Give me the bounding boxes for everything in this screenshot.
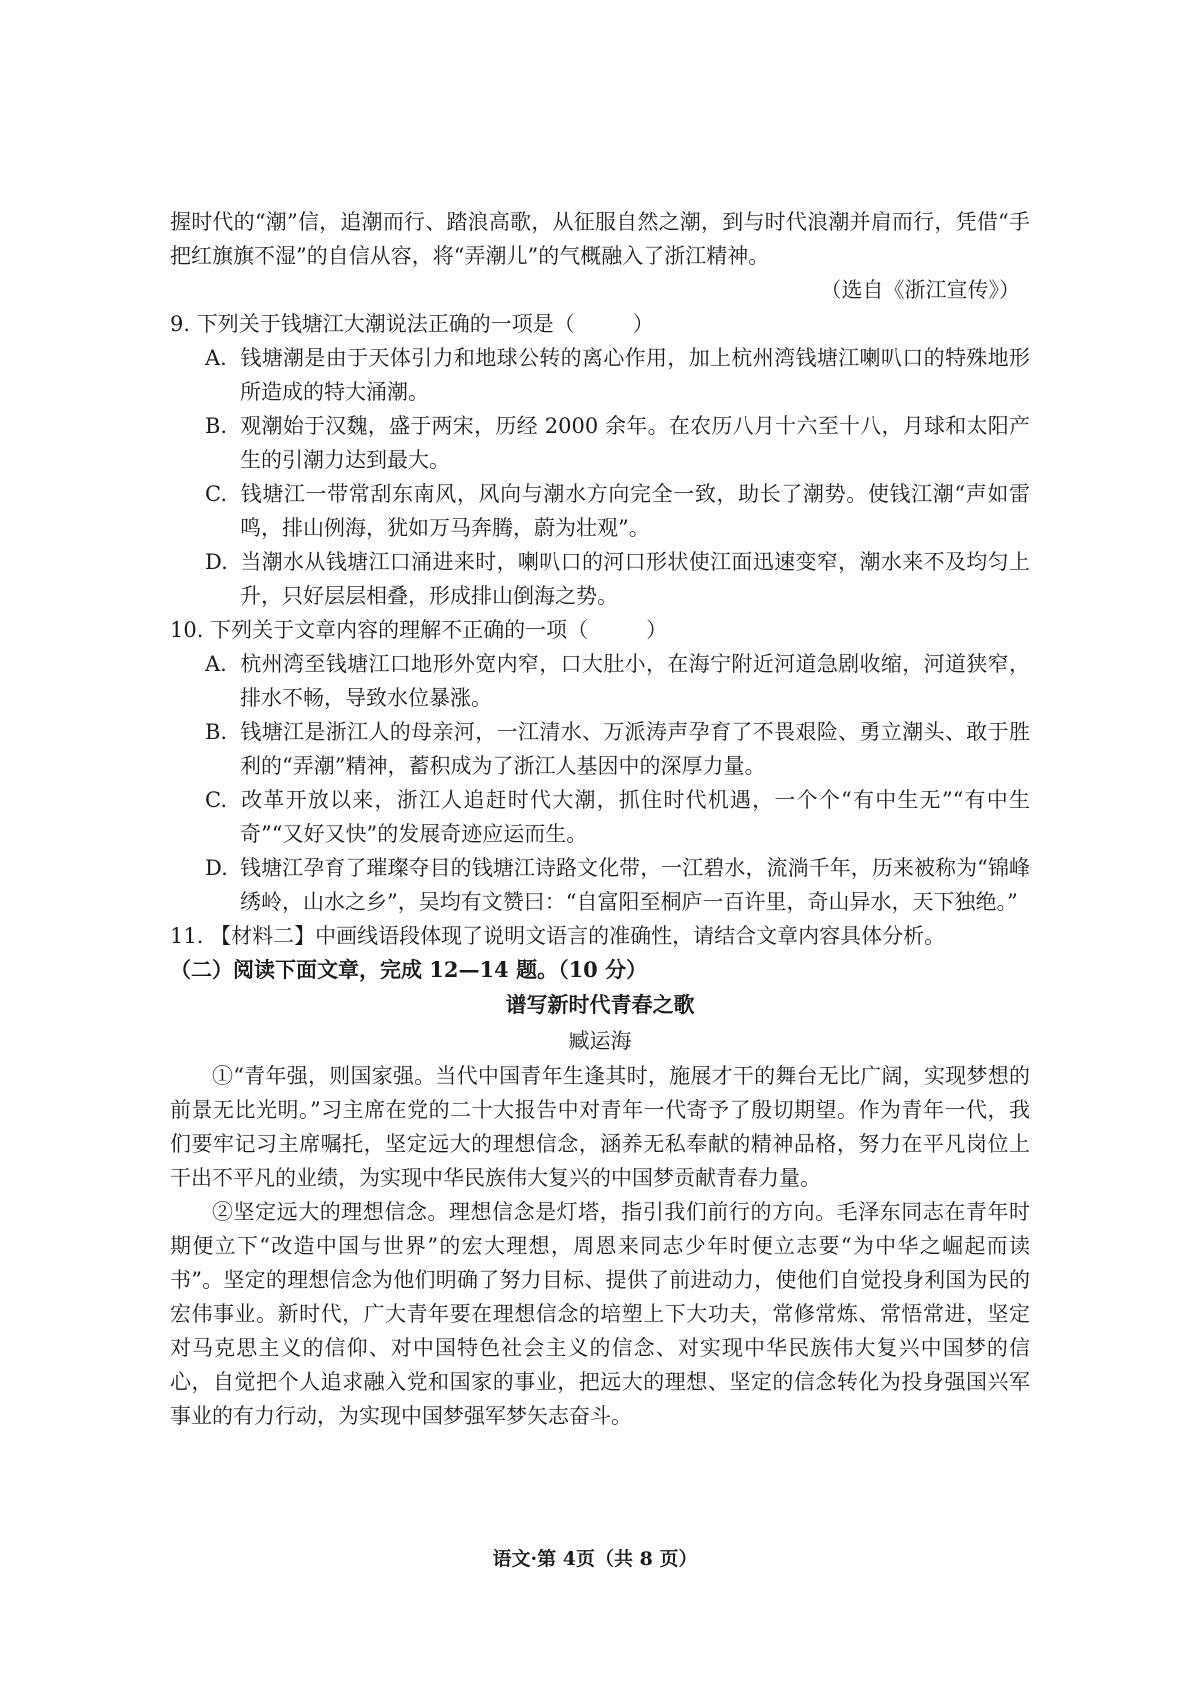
article-paragraph-1: ①“青年强，则国家强。当代中国青年生逢其时，施展才干的舞台无比广阔，实现梦想的前景无比光明。”习主席在党的二十大报告中对青年一代寄予了殷切期望。作为青年一代，我们要牢记习主席嘱托，坚定远大的理想信念，涵养无私奉献的精神品格，努力在平凡岗位上干出不平凡的业绩，为实现中华民族伟大复兴的中国梦贡献青春力量。 [170, 1064, 1030, 1190]
section-heading: （二）阅读下面文章，完成 12—14 题。（10 分） [170, 957, 648, 982]
option-10-c: C. 改革开放以来，浙江人追赶时代大潮，抓住时代机遇，一个个“有中生无”“有中生奇”“又好又快”的发展奇迹应运而生。 [205, 788, 1030, 846]
source-citation: （选自《浙江宣传》） [820, 278, 1020, 302]
article-paragraph-2: ②坚定远大的理想信念。理想信念是灯塔，指引我们前行的方向。毛泽东同志在青年时期便立下“改造中国与世界”的宏大理想，周恩来同志少年时便立志要“为中华之崛起而读书”。坚定的理想信念为他们明确了努力目标、提供了前进动力，使他们自觉投身利国为民的宏伟事业。新时代，广大青年要在理想信念的培塑上下大功夫，常修常炼、常悟常进，坚定对马克思主义的信仰、对中国特色社会主义的信念、对实现中华民族伟大复兴中国梦的信心，自觉把个人追求融入党和国家的事业，把远大的理想、坚定的信念转化为投身强国兴军事业的有力行动，为实现中国梦强军梦矢志奋斗。 [170, 1200, 1030, 1428]
page-footer: 语文·第 4页（共 8 页） [492, 1548, 698, 1570]
option-10-a: A. 杭州湾至钱塘江口地形外宽内窄，口大肚小，在海宁附近河道急剧收缩，河道狭窄，排水不畅，导致水位暴涨。 [205, 652, 1030, 710]
option-9-d: D. 当潮水从钱塘江口涌进来时，喇叭口的河口形状使江面迅速变窄，潮水来不及均匀上升，只好层层相叠，形成排山倒海之势。 [205, 550, 1030, 608]
option-9-a: A. 钱塘潮是由于天体引力和地球公转的离心作用，加上杭州湾钱塘江喇叭口的特殊地形所造成的特大涌潮。 [205, 346, 1030, 404]
question-stem: 下列关于文章内容的理解不正确的一项（ [210, 618, 589, 642]
option-10-d: D. 钱塘江孕育了璀璨夺目的钱塘江诗路文化带，一江碧水，流淌千年，历来被称为“锦峰绣岭，山水之乡”，吴均有文赞曰：“自富阳至桐庐一百许里，奇山异水，天下独绝。” [205, 856, 1030, 914]
question-number: 9. [170, 312, 191, 336]
document-page [170, 205, 1030, 1433]
article-author: 臧运海 [568, 1029, 632, 1053]
question-stem: 下列关于钱塘江大潮说法正确的一项是（ [196, 312, 575, 336]
intro-paragraph: 握时代的“潮”信，追潮而行、踏浪高歌，从征服自然之潮，到与时代浪潮并肩而行，凭借“手把红旗旗不湿”的自信从容，将“弄潮儿”的气概融入了浙江精神。 [170, 210, 1030, 268]
article-title: 谱写新时代青春之歌 [505, 993, 695, 1017]
question-11 [170, 919, 1030, 953]
question-stem: 【材料二】中画线语段体现了说明文语言的准确性，请结合文章内容具体分析。 [210, 924, 946, 948]
question-9: 9. 下列关于钱塘江大潮说法正确的一项是（ ） [170, 312, 654, 336]
option-10-b: B. 钱塘江是浙江人的母亲河，一江清水、万派涛声孕育了不畏艰险、勇立潮头、敢于胜利的“弄潮”精神，蓄积成为了浙江人基因中的深厚力量。 [205, 720, 1030, 778]
question-number: 11. [170, 924, 204, 948]
option-9-b: B. 观潮始于汉魏，盛于两宋，历经 2000 余年。在农历八月十六至十八，月球和太阳产生的引潮力达到最大。 [205, 414, 1030, 472]
question-number: 10. [170, 618, 204, 642]
option-9-c: C. 钱塘江一带常刮东南风，风向与潮水方向完全一致，助长了潮势。使钱江潮“声如雷鸣，排山例海，犹如万马奔腾，蔚为壮观”。 [205, 482, 1030, 540]
question-10: 10. 下列关于文章内容的理解不正确的一项（ ） [170, 618, 668, 642]
